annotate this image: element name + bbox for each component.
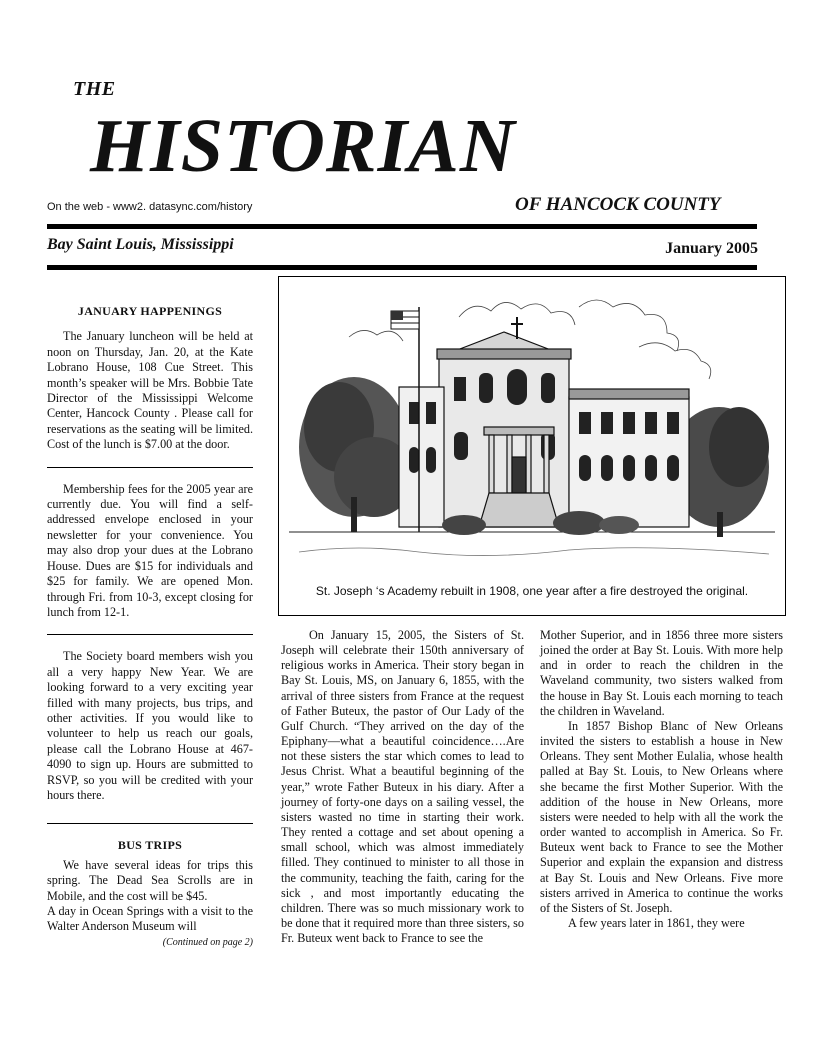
issue-date: January 2005 bbox=[665, 240, 758, 257]
academy-building-illustration bbox=[279, 277, 785, 577]
membership-text: Membership fees for the 2005 year are currently due. You will find a self-addressed envelope enclosed in your newsletter for your convenience. You may also drop your dues at the Lobrano House. Dues are $15 for individuals and $25 for family. We are opened Mon. through Fri. from 10-3, except closing for lunch from 12-1. bbox=[47, 481, 253, 619]
article-paragraph: On January 15, 2005, the Sisters of St. Joseph will celebrate their 150th anniversary of religious works in America. Their story began in Bay St. Louis, MS, on January 6, 1855, with the arrival of three sisters from France at the request of Father Buteux, the pastor of Our Lady of the Gulf Church. “They arrived on the day of the Epiphany—what a beautiful coincidence….Are not these sisters the star which comes to lead to Jesus Christ. What a beautiful beginning of the year,” wrote Father Buteux in his diary. After a journey of forty-one days on a sailing vessel, the sisters wasted no time in starting their work. They rented a cottage and set about opening a small school, which was almost immediately filled. They continued to minister to all those in the community, teaching the faith, caring for the sick , and most importantly educating the children. There was so much missionary work to be done that it required more than three sisters, so Fr. Buteux went back to France to see the bbox=[281, 628, 525, 946]
january-happenings-text: The January luncheon will be held at noon on Thursday, Jan. 20, at the Kate Lobrano House, 108 Cue Street. This month’s speaker will be Mrs. Bobbie Tate Director of the Mississippi Welcome Center, Hancock County . Please call for reservations as the seating will be limited. Cost of the lunch is $7.00 at the door. bbox=[47, 329, 253, 452]
article-paragraph: In 1857 Bishop Blanc of New Orleans invited the sisters to establish a house in New Orleans. They sent Mother Eulalia, whose health palled at Bay St. Louis, to New Orleans where she became the first Mother Superior. With the addition of the house in New Orleans, more sisters were needed to help with all the work the order wanted to accomplish in America. So Fr. Buteux went back to France to see the Mother Superior and explain the expansion and distress at Bay St. Louis and New Orleans. Five more sisters arrived in America to continue the works of the Sisters of St. Joseph. bbox=[540, 718, 783, 915]
section-divider bbox=[47, 823, 253, 824]
bus-trips-text-2: A day in Ocean Springs with a visit to the Walter Anderson Museum will bbox=[47, 904, 253, 934]
website-line: On the web - www2. datasync.com/history bbox=[47, 201, 253, 213]
article-column-1 bbox=[281, 628, 524, 946]
section-divider bbox=[47, 467, 253, 468]
masthead-county: OF HANCOCK COUNTY bbox=[515, 194, 721, 215]
january-happenings-heading: JANUARY HAPPENINGS bbox=[77, 304, 223, 318]
masthead-place: Bay Saint Louis, Mississippi bbox=[47, 236, 234, 253]
photo-caption: St. Joseph ‘s Academy rebuilt in 1908, one year after a fire destroyed the original. bbox=[315, 584, 749, 598]
masthead-rule-bottom bbox=[47, 265, 757, 270]
masthead-the: THE bbox=[73, 78, 116, 100]
article-paragraph: A few years later in 1861, they were bbox=[568, 915, 745, 930]
left-column bbox=[47, 298, 253, 950]
article-column-2 bbox=[540, 628, 783, 931]
bus-trips-heading: BUS TRIPS bbox=[117, 838, 183, 853]
photo-frame bbox=[278, 276, 786, 616]
continued-note: (Continued on page 2) bbox=[162, 936, 253, 948]
board-greeting-text: The Society board members wish you all a very happy New Year. We are looking forward to a very exciting year filled with many projects, bus trips, and other activities. If you would like to volunteer to help us reach our goals, please call the Lobrano House at 467-4090 to sign up. Hours are submitted to RSVP, so you will be credited with your hours there. bbox=[47, 649, 253, 802]
section-divider bbox=[47, 634, 253, 635]
masthead-title: HISTORIAN bbox=[90, 104, 516, 188]
masthead-rule-top bbox=[47, 224, 757, 229]
bus-trips-text: We have several ideas for trips this spring. The Dead Sea Scrolls are in Mobile, and the cost will be $45. bbox=[47, 857, 253, 903]
article-paragraph: Mother Superior, and in 1856 three more sisters joined the order at Bay St. Louis. With more help and in order to reach the children in the Waveland community, two sisters walked from the house in Bay St. Louis each morning to teach the children in Waveland. bbox=[540, 628, 783, 718]
